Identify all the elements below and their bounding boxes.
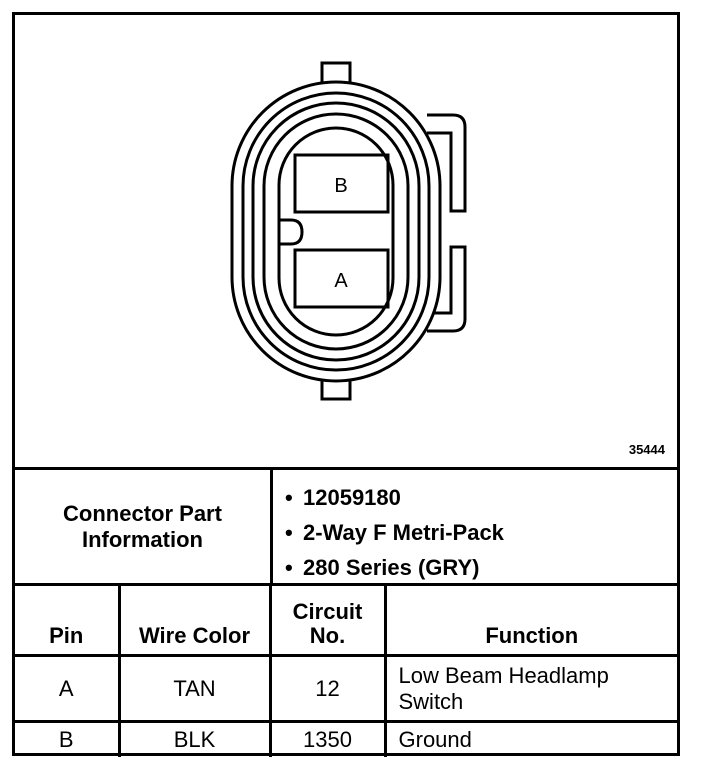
- connector-face-diagram: [15, 15, 677, 467]
- header-function: Function: [385, 586, 677, 656]
- circuit-cell: 12: [270, 656, 385, 722]
- connector-info-label: [15, 470, 273, 583]
- header-wire-color: Wire Color: [119, 586, 270, 656]
- terminal-b-label: B: [334, 175, 348, 197]
- wire-color-cell: BLK: [119, 722, 270, 758]
- pin-cell: A: [15, 656, 119, 722]
- pin-cell: B: [15, 722, 119, 758]
- pinout-header-row: [15, 586, 677, 656]
- connector-series: • 280 Series (GRY): [273, 550, 673, 585]
- connector-info-list: [273, 480, 673, 585]
- function-line1: Ground: [398, 727, 472, 752]
- connector-part-info: [15, 470, 677, 586]
- part-number: • 12059180: [273, 480, 673, 515]
- header-pin: Pin: [15, 586, 119, 656]
- connector-drawing: [15, 15, 677, 470]
- connector-info-label-line2: Information: [81, 526, 203, 552]
- table-row: [15, 656, 677, 722]
- function-cell: [385, 722, 677, 758]
- header-circuit-line1: Circuit: [292, 599, 363, 624]
- function-line2: Switch: [398, 688, 464, 714]
- pinout-table: [15, 586, 677, 757]
- function-line1: Low Beam Headlamp: [398, 662, 609, 688]
- header-circuit-line2: No.: [309, 623, 346, 648]
- connector-frame: [12, 12, 680, 756]
- connector-info-label-line1: Connector Part: [63, 500, 222, 526]
- function-cell: [385, 656, 677, 722]
- connector-type: • 2-Way F Metri-Pack: [273, 515, 673, 550]
- wire-color-cell: TAN: [119, 656, 270, 722]
- table-row: [15, 722, 677, 758]
- circuit-cell: 1350: [270, 722, 385, 758]
- header-circuit: [270, 586, 385, 656]
- terminal-a-label: A: [334, 270, 348, 292]
- figure-number: 35444: [628, 442, 665, 457]
